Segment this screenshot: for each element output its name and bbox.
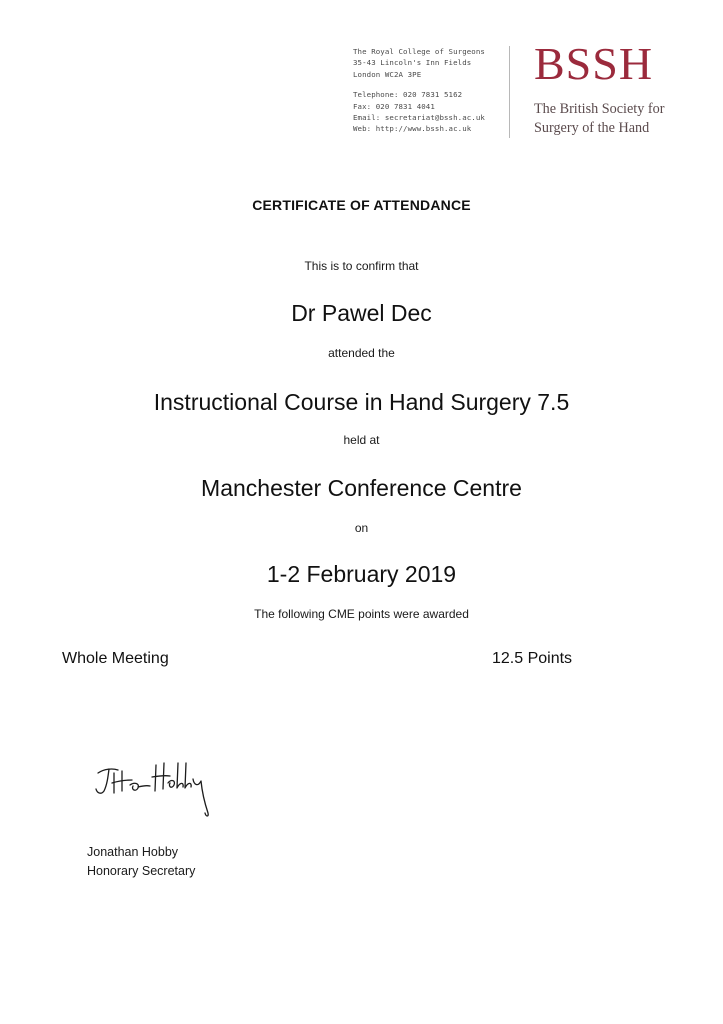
letterhead-divider [509,46,510,138]
venue-name: Manchester Conference Centre [201,475,522,501]
signatory-block [87,843,195,881]
email-line: Email: secretariat@bssh.ac.uk [353,113,485,123]
signature-image [92,755,217,825]
course-name: Instructional Course in Hand Surgery 7.5 [153,389,570,415]
address-line: 35-43 Lincoln's Inn Fields [353,58,472,68]
signatory-role: Honorary Secretary [87,864,196,878]
event-date: 1-2 February 2019 [266,561,457,587]
web-line: Web: http://www.bssh.ac.uk [353,124,472,134]
letterhead-address [353,46,503,135]
attended-text: attended the [328,346,395,360]
logo-subtitle-line2: Surgery of the Hand [534,120,650,136]
recipient-name: Dr Pawel Dec [291,300,432,326]
telephone-line: Telephone: 020 7831 5162 [353,90,463,100]
fax-line: Fax: 020 7831 4041 [353,101,435,111]
bssh-logo [534,38,694,138]
points-value: 12.5 Points [492,650,573,667]
signatory-name: Jonathan Hobby [87,845,179,859]
confirm-text: This is to confirm that [304,259,419,273]
on-text: on [354,521,369,535]
address-line: London WC2A 3PE [353,69,422,79]
logo-mark: BSSH [534,38,654,89]
cme-text: The following CME points were awarded [254,607,469,621]
address-line: The Royal College of Surgeons [353,47,485,56]
certificate-title: CERTIFICATE OF ATTENDANCE [252,197,471,213]
meeting-label: Whole Meeting [62,650,169,667]
held-at-text: held at [343,433,380,447]
logo-subtitle-line1: The British Society for [534,101,665,117]
